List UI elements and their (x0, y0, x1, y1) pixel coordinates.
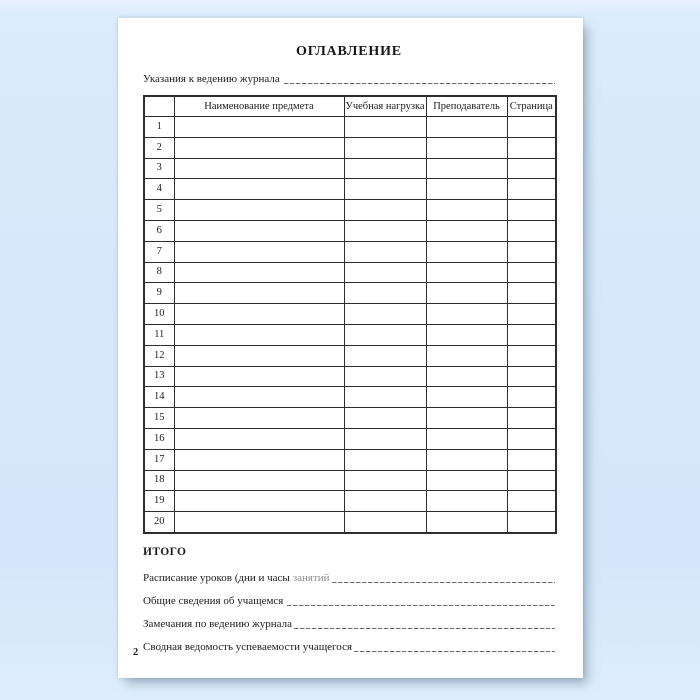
page-cell (507, 366, 556, 387)
subject-cell (174, 304, 344, 325)
teacher-cell (426, 304, 507, 325)
subject-cell (174, 179, 344, 200)
schedule-line (143, 571, 555, 585)
table-row (144, 387, 556, 408)
summary-line (143, 640, 555, 654)
teacher-cell (426, 470, 507, 491)
table-row (144, 262, 556, 283)
teacher-cell (426, 241, 507, 262)
load-cell (344, 262, 426, 283)
blank-underline (332, 582, 555, 583)
header-page: Страница (507, 96, 556, 117)
table-row (144, 220, 556, 241)
page-cell (507, 449, 556, 470)
page-cell (507, 345, 556, 366)
load-cell (344, 491, 426, 512)
table-row (144, 241, 556, 262)
load-cell (344, 345, 426, 366)
page-title: ОГЛАВЛЕНИЕ (296, 44, 402, 59)
table-row (144, 449, 556, 470)
blank-underline (287, 605, 555, 606)
teacher-cell (426, 408, 507, 429)
page-cell (507, 304, 556, 325)
table-row (144, 366, 556, 387)
page-cell (507, 262, 556, 283)
teacher-cell (426, 220, 507, 241)
load-cell (344, 408, 426, 429)
teacher-cell (426, 491, 507, 512)
load-cell (344, 449, 426, 470)
header-load: Учебная нагрузка (344, 96, 426, 117)
load-cell (344, 241, 426, 262)
page-cell (507, 408, 556, 429)
header-teacher: Преподаватель (426, 96, 507, 117)
row-number-cell: 2 (144, 137, 174, 158)
blank-underline (284, 83, 555, 84)
row-number-cell: 4 (144, 179, 174, 200)
load-cell (344, 470, 426, 491)
teacher-cell (426, 324, 507, 345)
table-row (144, 283, 556, 304)
page-cell (507, 491, 556, 512)
load-cell (344, 137, 426, 158)
row-number-cell: 12 (144, 345, 174, 366)
page-cell (507, 158, 556, 179)
subject-cell (174, 283, 344, 304)
row-number-cell: 11 (144, 324, 174, 345)
teacher-cell (426, 283, 507, 304)
header-subject: Наименование предмета (174, 96, 344, 117)
table-row (144, 158, 556, 179)
row-number-cell: 18 (144, 470, 174, 491)
teacher-cell (426, 200, 507, 221)
page-cell (507, 220, 556, 241)
page-cell (507, 428, 556, 449)
load-cell (344, 366, 426, 387)
blank-underline (294, 628, 555, 629)
row-number-cell: 9 (144, 283, 174, 304)
load-cell (344, 179, 426, 200)
row-number-cell: 19 (144, 491, 174, 512)
page-number: 2 (133, 647, 139, 658)
table-row (144, 117, 556, 138)
table-row (144, 491, 556, 512)
row-number-cell: 15 (144, 408, 174, 429)
row-number-cell: 17 (144, 449, 174, 470)
table-row (144, 179, 556, 200)
subject-cell (174, 345, 344, 366)
subject-cell (174, 491, 344, 512)
table-row (144, 512, 556, 533)
page-cell (507, 283, 556, 304)
teacher-cell (426, 262, 507, 283)
load-cell (344, 387, 426, 408)
load-cell (344, 158, 426, 179)
table-row (144, 470, 556, 491)
row-number-cell: 1 (144, 117, 174, 138)
load-cell (344, 283, 426, 304)
subject-cell (174, 387, 344, 408)
page-cell (507, 179, 556, 200)
table-row (144, 345, 556, 366)
teacher-cell (426, 428, 507, 449)
table-row (144, 304, 556, 325)
row-number-cell: 20 (144, 512, 174, 533)
row-number-cell: 5 (144, 200, 174, 221)
subject-cell (174, 158, 344, 179)
table-row (144, 408, 556, 429)
page-cell (507, 241, 556, 262)
subject-cell (174, 324, 344, 345)
subject-cell (174, 262, 344, 283)
page-cell (507, 117, 556, 138)
header-number (144, 96, 174, 117)
page-cell (507, 512, 556, 533)
teacher-cell (426, 137, 507, 158)
teacher-cell (426, 449, 507, 470)
remarks-line (143, 617, 555, 631)
instructions-label: Указания к ведению журнала (143, 73, 280, 85)
table-row (144, 428, 556, 449)
page-cell (507, 470, 556, 491)
blank-underline (354, 651, 555, 652)
teacher-cell (426, 512, 507, 533)
student-info-line (143, 594, 555, 608)
teacher-cell (426, 179, 507, 200)
schedule-label-faded: занятий (292, 571, 330, 584)
table-row (144, 200, 556, 221)
totals-label: ИТОГО (143, 545, 187, 558)
teacher-cell (426, 158, 507, 179)
subject-cell (174, 220, 344, 241)
teacher-cell (426, 345, 507, 366)
row-number-cell: 14 (144, 387, 174, 408)
load-cell (344, 324, 426, 345)
subject-cell (174, 137, 344, 158)
row-number-cell: 6 (144, 220, 174, 241)
summary-label: Сводная ведомость успеваемости учащегося (143, 640, 353, 653)
row-number-cell: 13 (144, 366, 174, 387)
subject-cell (174, 512, 344, 533)
page-cell (507, 387, 556, 408)
table-row (144, 137, 556, 158)
subject-cell (174, 241, 344, 262)
row-number-cell: 16 (144, 428, 174, 449)
teacher-cell (426, 117, 507, 138)
load-cell (344, 428, 426, 449)
row-number-cell: 10 (144, 304, 174, 325)
row-number-cell: 3 (144, 158, 174, 179)
load-cell (344, 220, 426, 241)
teacher-cell (426, 387, 507, 408)
row-number-cell: 7 (144, 241, 174, 262)
student-info-label: Общие сведения об учащемся (143, 594, 284, 607)
page-cell (507, 137, 556, 158)
row-number-cell: 8 (144, 262, 174, 283)
teacher-cell (426, 366, 507, 387)
page-cell (507, 324, 556, 345)
schedule-label: Расписание уроков (дни и часы (143, 571, 290, 584)
table-header-row (144, 96, 556, 117)
subject-cell (174, 200, 344, 221)
subject-cell (174, 408, 344, 429)
contents-table (143, 95, 557, 534)
load-cell (344, 200, 426, 221)
subject-cell (174, 470, 344, 491)
load-cell (344, 117, 426, 138)
subject-cell (174, 366, 344, 387)
instructions-line (143, 72, 555, 86)
load-cell (344, 512, 426, 533)
subject-cell (174, 117, 344, 138)
page-cell (507, 200, 556, 221)
table-row (144, 324, 556, 345)
load-cell (344, 304, 426, 325)
remarks-label: Замечания по ведению журнала (143, 617, 293, 630)
subject-cell (174, 449, 344, 470)
journal-page (118, 18, 583, 678)
subject-cell (174, 428, 344, 449)
